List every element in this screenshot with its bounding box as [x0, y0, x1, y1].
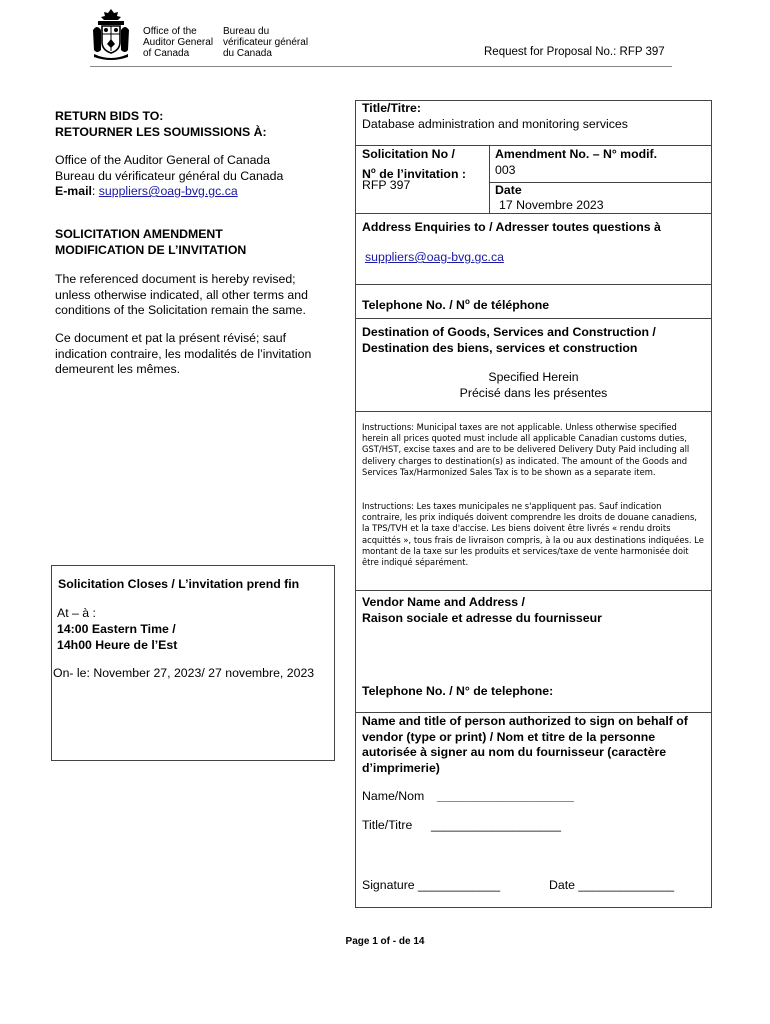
return-bids-title	[55, 109, 267, 140]
email-link[interactable]: suppliers@oag-bvg.gc.ca	[98, 184, 238, 198]
return-title-en: RETURN BIDS TO:	[55, 109, 164, 123]
notice-line: demeurent les mêmes.	[55, 362, 181, 376]
title-line[interactable]: ___________________	[431, 818, 561, 832]
english-notice	[55, 272, 308, 319]
destination-en: Destination of Goods, Services and Construction /	[362, 325, 656, 339]
org-name-fr	[223, 26, 308, 59]
instructions-en: Instructions: Municipal taxes are not applicable. Unless otherwise specified herein all prices quoted must include all applicable Canadian customs duties, GST/HST, excise taxes and are to be delivered Delivery Duty Paid including all delivery charges to destination(s) as indicated. The amount of the Goods and Services Tax/Harmonized Sales Tax is to be shown as a separate item.	[362, 422, 690, 477]
canada-coat-of-arms-icon	[92, 8, 130, 60]
org-fr-line: vérificateur général	[223, 37, 309, 48]
org-fr-line: du Canada	[223, 48, 272, 59]
solicitation-closes-box	[51, 565, 335, 761]
date-label: Date	[495, 183, 522, 197]
destination-fr: Destination des biens, services et construction	[362, 340, 638, 355]
authorized-person-label	[362, 714, 688, 776]
authorized-line: Name and title of person authorized to sign on behalf of	[362, 714, 688, 728]
specified-en: Specified Herein	[488, 370, 579, 384]
title-label: Title/Titre:	[362, 101, 421, 115]
closes-date: On- le: November 27, 2023/ 27 novembre, 2023	[53, 666, 315, 680]
enquiries-email[interactable]: suppliers@oag-bvg.gc.ca	[365, 250, 504, 264]
authorized-line: d’imprimerie)	[362, 760, 440, 775]
date-value: 17 Novembre 2023	[499, 198, 604, 212]
email-line: E-mail: suppliers@oag-bvg.gc.ca	[55, 184, 238, 198]
amend-title-fr: MODIFICATION DE L’INVITATION	[55, 242, 247, 257]
notice-line: unless otherwise indicated, all other terms and	[55, 287, 308, 302]
org-en-line: Auditor General	[143, 37, 214, 48]
de-invitation: de l’invitation :	[375, 166, 466, 181]
specified-fr: Précisé dans les présentes	[459, 385, 608, 400]
notice-line: indication contraire, les modalités de l’invitation	[55, 346, 312, 361]
org-fr-line: Bureau du	[223, 26, 270, 37]
solicitation-number: RFP 397	[362, 178, 411, 192]
notice-line: conditions of the Solicitation remain the same.	[55, 303, 306, 317]
vendor-label	[362, 595, 602, 626]
return-address	[55, 153, 283, 200]
org-name-en	[143, 26, 213, 59]
name-label: Name/Nom	[362, 789, 425, 803]
org-en-line: Office of the	[143, 26, 197, 37]
amendment-label: Amendment No. – N° modif.	[495, 147, 658, 161]
title-value: Database administration and monitoring services	[362, 117, 628, 131]
vendor-label-en: Vendor Name and Address /	[362, 595, 525, 609]
notice-line: The referenced document is hereby revised;	[55, 272, 296, 286]
telephone-label-start: Telephone No. / N	[362, 298, 465, 313]
destination-label	[362, 325, 656, 356]
closes-time-fr: 14h00 Heure de l’Est	[57, 638, 178, 652]
page-number: Page 1 of - de 14	[345, 936, 425, 947]
enquiries-label: Address Enquiries to / Adresser toutes questions à	[362, 220, 661, 234]
address-line-en: Office of the Auditor General of Canada	[55, 153, 271, 167]
notice-line: Ce document et pat la présent révisé; sauf	[55, 331, 287, 345]
title-sig-label: Title/Titre	[362, 818, 413, 832]
org-en-line: of Canada	[143, 48, 190, 59]
address-line-fr: Bureau du vérificateur général du Canada	[55, 168, 284, 183]
signature-date-field[interactable]: Date ______________	[549, 878, 675, 892]
closes-time-en: 14:00 Eastern Time /	[57, 622, 176, 636]
header-divider	[90, 66, 672, 67]
solicitation-label	[362, 147, 466, 182]
french-notice	[55, 331, 311, 378]
telephone-label-end: de téléphone	[469, 298, 550, 313]
signature-field[interactable]: Signature ____________	[362, 878, 501, 892]
authorized-line: autorisée à signer au nom du fournisseur (caractère	[362, 745, 667, 759]
o-super: o	[370, 165, 376, 175]
solicitation-label-en: Solicitation No /	[362, 147, 455, 161]
authorized-line: vendor (type or print) / Nom et titre de la personne	[362, 729, 656, 744]
amend-title-en: SOLICITATION AMENDMENT	[55, 227, 223, 241]
instructions-fr: Instructions: Les taxes municipales ne s'appliquent pas. Sauf indication contraire, les prix indiqués doivent comprendre les droits de douane canadiens, la TPS/TVH et la taxe d'accise. Les biens doivent être livrés « rendu droits acquittés », tous frais de livraison compris, à la ou aux destinations indiquées. Le montant de la taxe sur les produits et services/taxe de vente harmonisée doit être indiqué séparément.	[362, 501, 704, 568]
specified-herein	[355, 370, 712, 401]
n-letter: N	[362, 166, 371, 181]
telephone-label	[362, 294, 549, 314]
return-title-fr: RETOURNER LES SOUMISSIONS À:	[55, 124, 267, 139]
closes-title: Solicitation Closes / L’invitation prend fin	[58, 577, 300, 591]
vendor-label-fr: Raison sociale et adresse du fournisseur	[362, 610, 602, 625]
o-super: o	[464, 297, 470, 306]
rfp-number: Request for Proposal No.: RFP 397	[484, 46, 665, 58]
name-line[interactable]: ____________________	[437, 789, 574, 803]
amendment-number: 003	[495, 163, 516, 177]
amendment-title	[55, 227, 246, 258]
vendor-telephone-label: Telephone No. / N° de telephone:	[362, 684, 554, 698]
email-label: E-mail	[55, 184, 92, 198]
closes-at-label: At – à :	[57, 606, 96, 620]
